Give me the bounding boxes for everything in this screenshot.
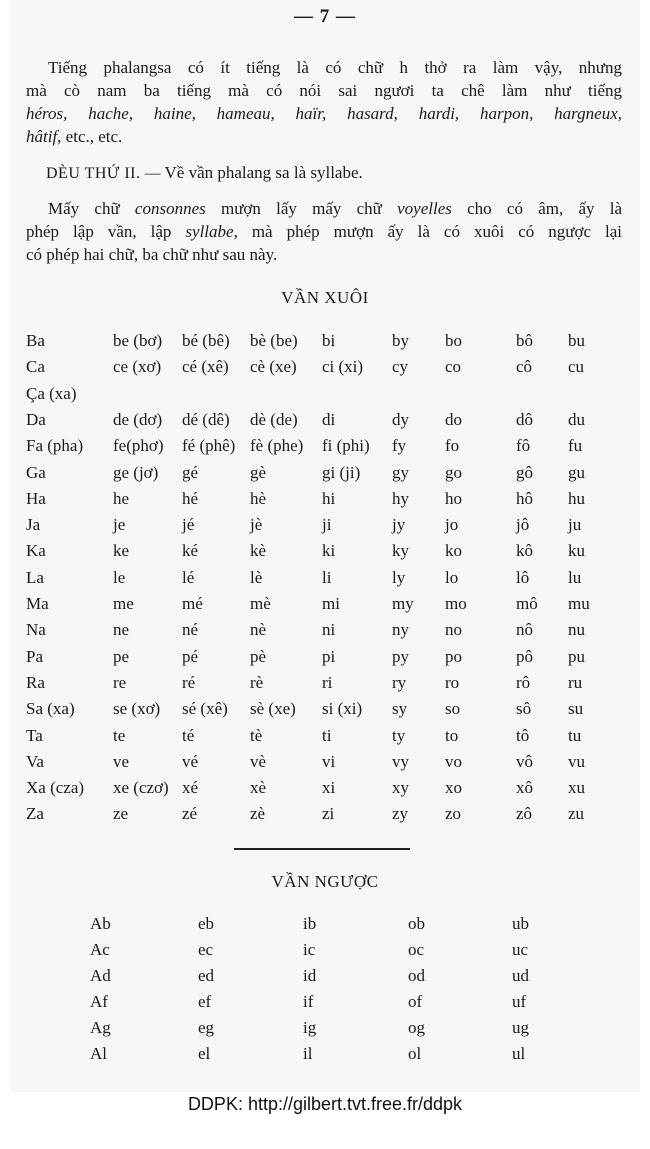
van-xuoi-cell: pi	[322, 646, 336, 666]
van-xuoi-cell: ki	[322, 541, 336, 561]
van-nguoc-cell: Ag	[90, 1018, 111, 1037]
van-xuoi-cell: my	[392, 594, 414, 613]
van-xuoi-cell: pè	[250, 646, 267, 666]
van-xuoi-cell: ju	[568, 515, 582, 535]
van-xuoi-cell: dy	[392, 409, 409, 429]
van-xuoi-cell: gi (ji)	[322, 462, 361, 482]
van-xuoi-cell: gu	[568, 462, 585, 482]
van-xuoi-cell: su	[568, 699, 584, 719]
credit-line: DDPK: http://gilbert.tvt.free.fr/ddpk	[187, 1094, 463, 1114]
van-nguoc-cell: Ab	[90, 914, 111, 933]
van-xuoi-cell: hô	[516, 488, 533, 508]
van-nguoc-cell: if	[303, 992, 314, 1011]
van-xuoi-cell: ku	[568, 541, 585, 561]
van-nguoc-cell: Af	[90, 992, 108, 1011]
van-xuoi-cell: fi (phi)	[322, 436, 370, 456]
van-xuoi-cell: jé	[182, 515, 195, 535]
van-nguoc-cell: of	[408, 992, 423, 1011]
van-xuoi-cell: xo	[445, 778, 462, 798]
van-xuoi-cell: dô	[516, 409, 533, 429]
van-nguoc-cell: ub	[512, 914, 529, 933]
van-nguoc-cell: eg	[198, 1018, 215, 1037]
van-xuoi-cell: lo	[445, 567, 459, 587]
van-xuoi-cell: tu	[568, 725, 582, 745]
van-xuoi-cell: to	[445, 725, 459, 745]
van-xuoi-cell: rô	[516, 672, 531, 692]
van-xuoi-cell: Ma	[26, 594, 49, 613]
van-xuoi-cell: ly	[392, 567, 406, 587]
van-xuoi-cell: he	[113, 488, 130, 508]
van-xuoi-cell: bô	[516, 331, 533, 350]
intro-line-2: mà cò nam ba tiếng mà có nói sai ngươi ta chê làm như tiếng	[26, 81, 622, 100]
explanation-line-2	[26, 220, 622, 243]
van-xuoi-title: VẦN XUÔI	[281, 288, 369, 307]
van-xuoi-cell: po	[445, 646, 462, 666]
van-nguoc-title: VẦN NGƯỢC	[271, 872, 379, 891]
van-xuoi-cell: jo	[445, 515, 459, 535]
van-xuoi-cell: co	[445, 357, 462, 377]
page-number: — 7 —	[294, 6, 356, 27]
van-xuoi-cell: mo	[445, 594, 467, 613]
van-xuoi-cell: Va	[26, 751, 44, 771]
van-xuoi-cell: né	[182, 620, 199, 640]
van-xuoi-cell: fy	[392, 436, 407, 456]
van-xuoi-cell: xe (czơ)	[113, 778, 169, 798]
van-xuoi-cell: zy	[392, 804, 409, 824]
van-xuoi-cell: Ta	[26, 725, 43, 745]
van-xuoi-cell: mô	[516, 594, 538, 613]
van-nguoc-cell: il	[303, 1044, 313, 1063]
van-xuoi-cell: hè	[250, 488, 267, 508]
van-xuoi-cell: Ka	[26, 541, 46, 561]
van-xuoi-cell: ke	[113, 541, 130, 561]
van-xuoi-cell: ko	[445, 541, 462, 561]
explanation-line-1	[26, 197, 622, 220]
van-xuoi-cell: ké	[182, 541, 199, 561]
van-nguoc-cell: eb	[198, 914, 215, 933]
van-xuoi-cell: vé	[182, 751, 199, 771]
van-xuoi-cell: zé	[182, 804, 198, 824]
van-xuoi-cell: je	[113, 515, 126, 535]
van-xuoi-cell: mi	[322, 594, 340, 613]
van-xuoi-cell: zè	[250, 804, 266, 824]
van-xuoi-cell: fè (phe)	[250, 436, 304, 456]
intro-paragraph	[26, 56, 622, 148]
intro-line-1: Tiếng phalangsa có ít tiếng là có chữ h thở ra làm vậy, nhưng	[48, 58, 622, 77]
intro-line-3: héros, hache, haine, hameau, haïr, hasard, hardi, harpon, hargneux,	[26, 104, 622, 123]
van-xuoi-cell: ze	[113, 804, 129, 824]
van-xuoi-cell: pe	[113, 646, 130, 666]
van-nguoc-cell: uc	[512, 940, 529, 959]
van-nguoc-cell: Ad	[90, 966, 111, 985]
van-xuoi-cell: dè (de)	[250, 409, 298, 429]
van-xuoi-cell: de (dơ)	[113, 409, 163, 429]
text: Mấy chữ	[48, 199, 135, 218]
term-consonnes: consonnes	[134, 199, 206, 218]
term-voyelles: voyelles	[397, 199, 452, 218]
van-xuoi-cell: Za	[26, 804, 44, 824]
van-xuoi-cell: tè	[250, 725, 263, 745]
van-xuoi-cell: ni	[322, 620, 336, 640]
van-xuoi-cell: ti	[322, 725, 332, 745]
van-xuoi-cell: re	[113, 672, 127, 692]
van-xuoi-cell: bé (bê)	[182, 331, 230, 350]
van-xuoi-cell: me	[113, 594, 134, 613]
section-text: Về vần phalang sa là syllabe.	[164, 163, 363, 182]
van-nguoc-cell: ol	[408, 1044, 422, 1063]
van-xuoi-cell: jô	[516, 515, 530, 535]
van-xuoi-cell: ce (xơ)	[113, 357, 162, 377]
horizontal-rule	[234, 848, 410, 850]
van-xuoi-cell: xé	[182, 778, 199, 798]
section-dash: —	[144, 165, 161, 182]
van-xuoi-cell: dé (dê)	[182, 409, 230, 429]
van-nguoc-cell: ef	[198, 992, 212, 1011]
van-nguoc-cell: od	[408, 966, 425, 985]
section-label: DÈU THỨ II.	[46, 165, 141, 182]
van-xuoi-cell: be (bơ)	[113, 331, 163, 350]
van-xuoi-cell: Ca	[26, 357, 45, 377]
van-xuoi-cell: cè (xe)	[250, 357, 297, 377]
van-xuoi-cell: pu	[568, 646, 585, 666]
van-nguoc-cell: ul	[512, 1044, 526, 1063]
van-xuoi-cell: di	[322, 409, 336, 429]
van-xuoi-cell: ro	[445, 672, 460, 692]
van-xuoi-cell: pé	[182, 646, 199, 666]
van-xuoi-cell: nô	[516, 620, 533, 640]
van-xuoi-cell: vi	[322, 751, 336, 771]
van-xuoi-cell: lè	[250, 567, 263, 587]
van-xuoi-cell: Ha	[26, 488, 46, 508]
van-xuoi-cell: bo	[445, 331, 462, 350]
van-xuoi-cell: ri	[322, 672, 333, 692]
van-nguoc-cell: Ac	[90, 940, 110, 959]
van-xuoi-cell: ny	[392, 620, 409, 640]
text: cho có âm, ấy là	[451, 199, 622, 218]
van-xuoi-cell: xô	[516, 778, 533, 798]
van-xuoi-cell: jy	[392, 515, 406, 535]
van-xuoi-cell: hé	[182, 488, 199, 508]
van-nguoc-cell: ed	[198, 966, 215, 985]
van-xuoi-cell: bè (be)	[250, 331, 298, 350]
van-xuoi-cell: Ça (xa)	[26, 383, 77, 403]
van-xuoi-cell: sô	[516, 699, 532, 719]
van-xuoi-cell: fu	[568, 436, 583, 456]
van-xuoi-cell: hy	[392, 488, 409, 508]
van-xuoi-cell: sé (xê)	[182, 699, 228, 719]
van-xuoi-cell: hu	[568, 488, 585, 508]
van-xuoi-cell: Sa (xa)	[26, 699, 75, 719]
van-xuoi-cell: té	[182, 725, 195, 745]
van-xuoi-cell: mè	[250, 594, 271, 613]
van-xuoi-cell: Na	[26, 620, 46, 640]
intro-line-4: hâtif, etc., etc.	[26, 127, 123, 146]
van-xuoi-cell: cé (xê)	[182, 357, 229, 377]
van-nguoc-cell: ib	[303, 914, 317, 933]
van-nguoc-cell: ob	[408, 914, 425, 933]
van-xuoi-cell: mu	[568, 594, 590, 613]
van-xuoi-cell: bi	[322, 331, 336, 350]
van-xuoi-cell: Ga	[26, 462, 46, 482]
van-xuoi-cell: Fa (pha)	[26, 436, 84, 456]
van-nguoc-cell: ig	[303, 1018, 317, 1037]
van-xuoi-cell: ré	[182, 672, 196, 692]
van-xuoi-cell: ne	[113, 620, 130, 640]
van-xuoi-cell: vo	[445, 751, 462, 771]
van-xuoi-cell: hi	[322, 488, 336, 508]
van-xuoi-cell: ge (jơ)	[113, 462, 159, 482]
van-xuoi-cell: zu	[568, 804, 585, 824]
van-xuoi-cell: Ja	[26, 515, 41, 535]
van-xuoi-cell: tô	[516, 725, 530, 745]
van-xuoi-cell: kô	[516, 541, 533, 561]
van-xuoi-cell: lô	[516, 567, 530, 587]
van-xuoi-cell: sè (xe)	[250, 699, 296, 719]
van-xuoi-cell: ho	[445, 488, 462, 508]
van-nguoc-cell: ec	[198, 940, 214, 959]
van-nguoc-cell: el	[198, 1044, 211, 1063]
van-nguoc-cell: uf	[512, 992, 527, 1011]
van-xuoi-cell: ve	[113, 751, 130, 771]
van-xuoi-cell: te	[113, 725, 126, 745]
van-xuoi-cell: Ba	[26, 331, 45, 350]
van-xuoi-cell: ci (xi)	[322, 357, 364, 377]
van-xuoi-cell: xè	[250, 778, 267, 798]
van-xuoi-cell: zo	[445, 804, 462, 824]
van-xuoi-cell: zô	[516, 804, 533, 824]
van-xuoi-cell: lu	[568, 567, 582, 587]
van-xuoi-cell: sy	[392, 699, 408, 719]
explanation-line-3: có phép hai chữ, ba chữ như sau này.	[26, 245, 278, 264]
text: , mà phép mượn ấy là có xuôi có ngược lại	[233, 222, 622, 241]
van-xuoi-cell: so	[445, 699, 461, 719]
van-xuoi-cell: si (xi)	[322, 699, 363, 719]
van-xuoi-cell: fé (phê)	[182, 436, 236, 456]
van-xuoi-cell: cy	[392, 357, 409, 377]
van-xuoi-cell: do	[445, 409, 462, 429]
van-xuoi-cell: Pa	[26, 646, 43, 666]
van-xuoi-cell: jè	[250, 515, 263, 535]
van-xuoi-cell: ty	[392, 725, 406, 745]
text: mượn lấy mấy chữ	[205, 199, 398, 218]
van-xuoi-cell: zi	[322, 804, 335, 824]
van-xuoi-cell: xi	[322, 778, 336, 798]
van-xuoi-cell: du	[568, 409, 585, 429]
van-xuoi-cell: vè	[250, 751, 267, 771]
term-syllabe: syllabe	[185, 222, 234, 241]
van-xuoi-cell: xy	[392, 778, 409, 798]
van-xuoi-cell: ru	[568, 672, 583, 692]
van-xuoi-cell: Xa (cza)	[26, 778, 85, 798]
van-xuoi-cell: fo	[445, 436, 460, 456]
van-nguoc-cell: ug	[512, 1018, 529, 1037]
van-xuoi-cell: py	[392, 646, 409, 666]
van-xuoi-cell: by	[392, 331, 409, 350]
van-xuoi-cell: vy	[392, 751, 409, 771]
van-xuoi-cell: gé	[182, 462, 199, 482]
van-xuoi-cell: lé	[182, 567, 195, 587]
van-xuoi-cell: ry	[392, 672, 407, 692]
van-nguoc-cell: id	[303, 966, 317, 985]
van-xuoi-cell: vô	[516, 751, 533, 771]
van-xuoi-cell: mé	[182, 594, 203, 613]
van-xuoi-cell: go	[445, 462, 462, 482]
van-xuoi-cell: se (xơ)	[113, 699, 161, 719]
van-xuoi-cell: le	[113, 567, 126, 587]
van-xuoi-cell: xu	[568, 778, 585, 798]
van-xuoi-cell: ky	[392, 541, 409, 561]
van-xuoi-cell: La	[26, 567, 44, 587]
section-heading	[46, 163, 363, 183]
van-nguoc-cell: og	[408, 1018, 425, 1037]
van-nguoc-cell: Al	[90, 1044, 107, 1063]
van-xuoi-cell: pô	[516, 646, 533, 666]
text: phép lập vần, lập	[26, 222, 186, 241]
van-xuoi-cell: gy	[392, 462, 409, 482]
van-xuoi-cell: bu	[568, 331, 585, 350]
van-xuoi-cell: no	[445, 620, 462, 640]
explanation-paragraph	[26, 197, 622, 266]
van-xuoi-cell: kè	[250, 541, 267, 561]
van-xuoi-cell: rè	[250, 672, 264, 692]
van-xuoi-cell: gô	[516, 462, 533, 482]
van-xuoi-cell: vu	[568, 751, 585, 771]
van-xuoi-cell: Ra	[26, 672, 45, 692]
van-xuoi-cell: fe(phơ)	[113, 436, 164, 456]
van-xuoi-cell: cu	[568, 357, 585, 377]
van-xuoi-cell: li	[322, 567, 332, 587]
van-xuoi-cell: Da	[26, 409, 46, 429]
van-nguoc-cell: ud	[512, 966, 529, 985]
van-nguoc-cell: oc	[408, 940, 425, 959]
van-xuoi-cell: gè	[250, 462, 267, 482]
van-nguoc-cell: ic	[303, 940, 316, 959]
van-xuoi-cell: nè	[250, 620, 267, 640]
van-xuoi-cell: cô	[516, 357, 533, 377]
van-xuoi-cell: nu	[568, 620, 585, 640]
van-xuoi-cell: ji	[322, 515, 332, 535]
van-xuoi-cell: fô	[516, 436, 531, 456]
